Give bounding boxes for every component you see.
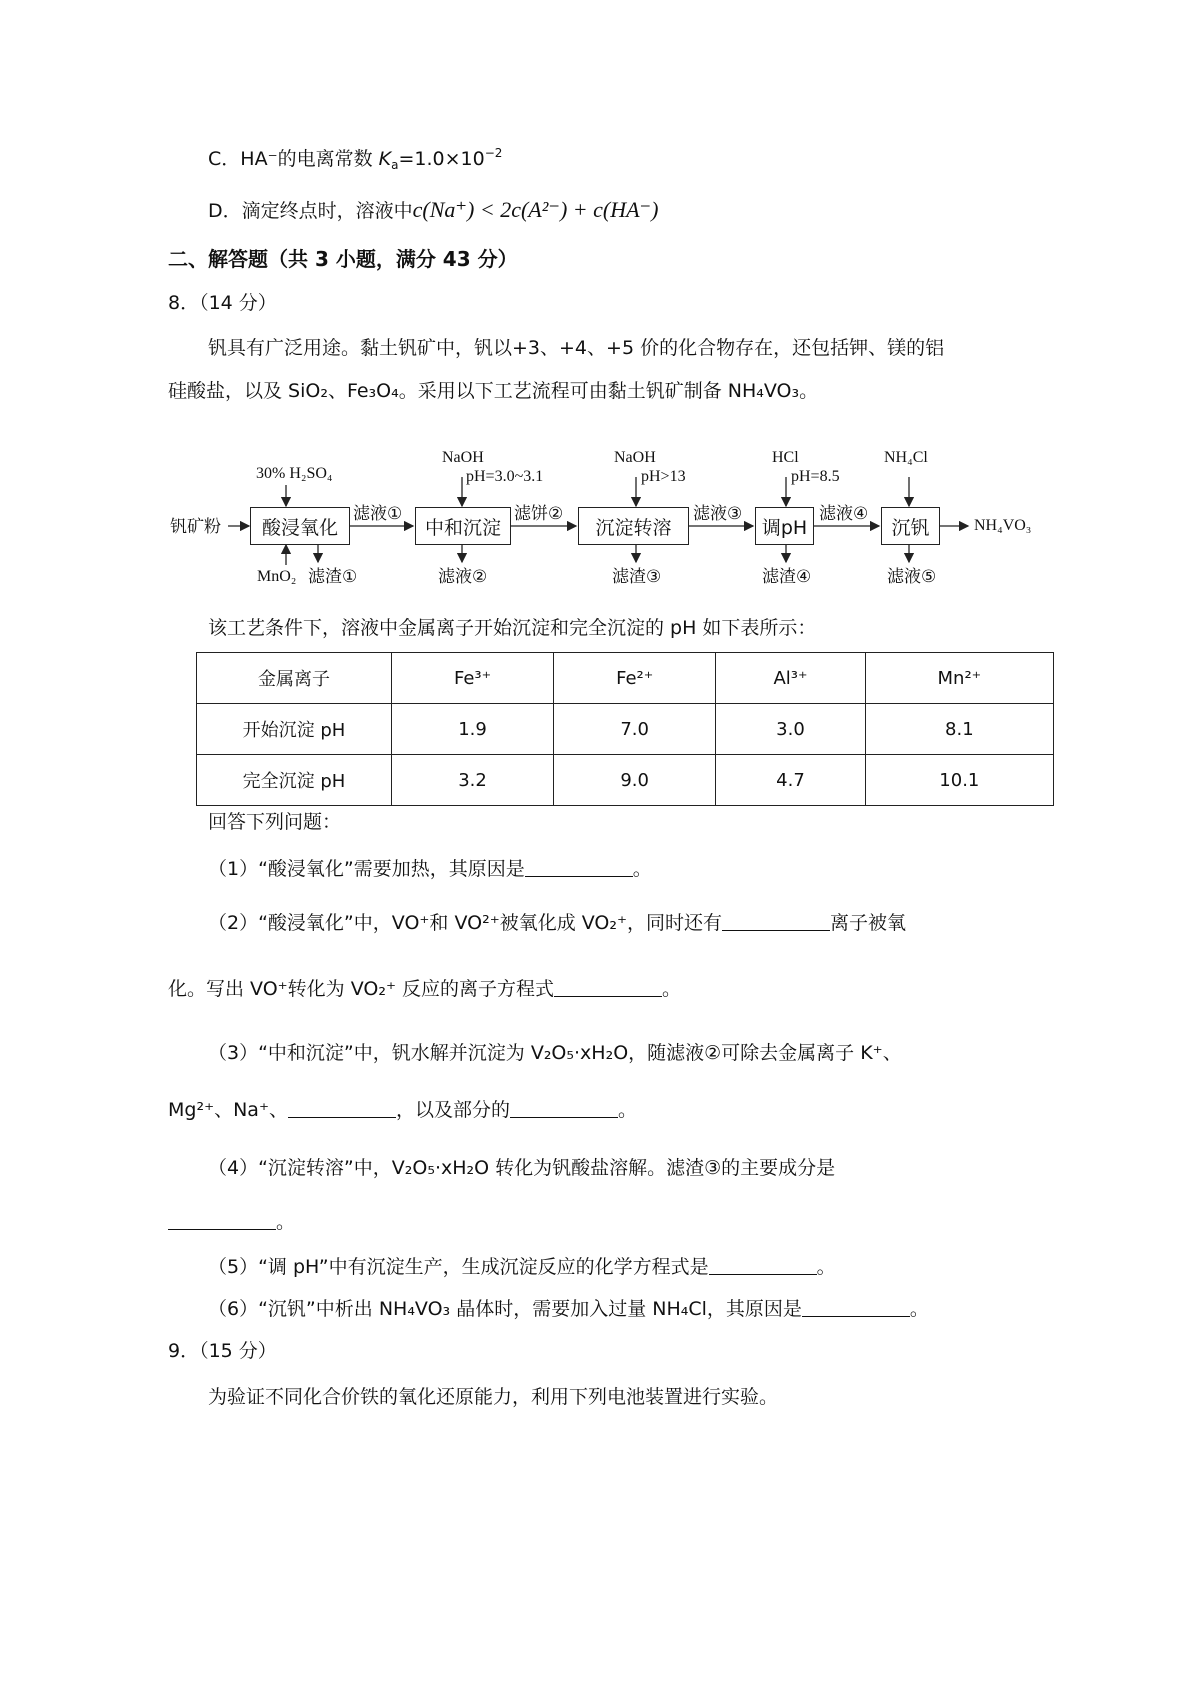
output-residue-3: 滤渣③ bbox=[612, 567, 662, 587]
sub1-text: （1）“酸浸氧化”需要加热，其原因是 bbox=[208, 858, 525, 880]
option-d-formula: c(Na⁺) < 2c(A²⁻) + c(HA⁻) bbox=[412, 197, 659, 222]
option-d bbox=[208, 197, 658, 223]
sub2-text-c: 化。写出 VO⁺转化为 VO₂⁺ 反应的离子方程式 bbox=[168, 978, 555, 1000]
table-cell: 开始沉淀 pH bbox=[197, 704, 392, 755]
table-cell: 3.0 bbox=[716, 704, 865, 755]
q8-intro-1: 钒具有广泛用途。黏土钒矿中，钒以+3、+4、+5 价的化合物存在，还包括钾、镁的铝 bbox=[208, 337, 945, 359]
sub3-end: 。 bbox=[618, 1099, 638, 1121]
reagent-ph-1: pH=3.0~3.1 bbox=[466, 468, 544, 485]
answer-prompt: 回答下列问题： bbox=[208, 811, 342, 833]
reagent-mno2: MnO₂ bbox=[257, 568, 297, 585]
reagent-naoh-1: NaOH bbox=[442, 449, 484, 466]
q8-intro-2: 硅酸盐，以及 SiO₂、Fe₃O₄。采用以下工艺流程可由黏土钒矿制备 NH₄VO₃。 bbox=[168, 380, 819, 402]
table-cell: 完全沉淀 pH bbox=[197, 755, 392, 806]
sub-question-3a: （3）“中和沉淀”中，钒水解并沉淀为 V₂O₅·xH₂O，随滤液②可除去金属离子 K⁺、 bbox=[208, 1042, 902, 1064]
answer-blank-3a[interactable] bbox=[288, 1099, 396, 1118]
reagent-ph-3: pH=8.5 bbox=[791, 468, 840, 485]
table-header: Mn²⁺ bbox=[865, 653, 1053, 704]
answer-blank-3b[interactable] bbox=[510, 1099, 618, 1118]
sub-question-6 bbox=[208, 1298, 929, 1321]
sub3-text-c: ，以及部分的 bbox=[395, 1099, 510, 1121]
option-c-exp: −2 bbox=[484, 146, 503, 160]
q9-header bbox=[168, 1340, 277, 1363]
sub3-text-b: Mg²⁺、Na⁺、 bbox=[168, 1099, 288, 1121]
option-c-text: HA⁻的电离常数 bbox=[240, 148, 379, 170]
flow-box-adjust-ph: 调pH bbox=[755, 507, 814, 545]
flow-box-precipitate-v: 沉钒 bbox=[881, 507, 940, 545]
process-flow-diagram bbox=[170, 449, 1126, 595]
answer-blank-2a[interactable] bbox=[722, 912, 830, 931]
output-residue-1: 滤渣① bbox=[308, 567, 358, 587]
answer-blank-4[interactable] bbox=[168, 1211, 276, 1230]
answer-blank-1[interactable] bbox=[525, 858, 633, 877]
output-residue-4: 滤渣④ bbox=[762, 567, 812, 587]
table-header: Fe³⁺ bbox=[392, 653, 554, 704]
table-header: 金属离子 bbox=[197, 653, 392, 704]
reagent-ph-2: pH>13 bbox=[641, 468, 686, 485]
option-c bbox=[208, 148, 502, 171]
table-cell: 1.9 bbox=[392, 704, 554, 755]
sub5-end: 。 bbox=[816, 1256, 836, 1278]
flow-product: NH₄VO₃ bbox=[974, 517, 1032, 534]
sub2-end: 。 bbox=[662, 978, 682, 1000]
table-cell: 4.7 bbox=[716, 755, 865, 806]
table-row bbox=[197, 755, 1054, 806]
q9-score: （15 分） bbox=[199, 1340, 277, 1362]
ph-table bbox=[196, 652, 1054, 806]
reagent-hcl: HCl bbox=[772, 449, 799, 466]
table-header: Al³⁺ bbox=[716, 653, 865, 704]
table-cell: 10.1 bbox=[865, 755, 1053, 806]
sub2-text-b: 离子被氧 bbox=[830, 912, 907, 934]
answer-blank-6[interactable] bbox=[802, 1298, 910, 1317]
option-d-label: D． bbox=[208, 200, 242, 222]
table-cell: 9.0 bbox=[554, 755, 716, 806]
sub-question-4-blank bbox=[168, 1211, 295, 1234]
between-label-1: 滤液① bbox=[353, 504, 403, 524]
sub-question-1 bbox=[208, 858, 652, 881]
q9-number: 9． bbox=[168, 1340, 200, 1362]
sub1-end: 。 bbox=[632, 858, 652, 880]
flow-input: 钒矿粉 bbox=[170, 517, 221, 537]
q8-number: 8． bbox=[168, 292, 200, 314]
answer-blank-2b[interactable] bbox=[554, 978, 662, 997]
section-title: 二、解答题（共 3 小题，满分 43 分） bbox=[168, 247, 518, 271]
sub5-text: （5）“调 pH”中有沉淀生产，生成沉淀反应的化学方程式是 bbox=[208, 1256, 709, 1278]
table-header-row bbox=[197, 653, 1054, 704]
answer-blank-5[interactable] bbox=[709, 1256, 817, 1275]
q8-score: （14 分） bbox=[199, 292, 277, 314]
option-c-value: =1.0×10 bbox=[398, 148, 485, 170]
sub6-text: （6）“沉钒”中析出 NH₄VO₃ 晶体时，需要加入过量 NH₄Cl，其原因是 bbox=[208, 1298, 802, 1320]
option-d-text: 滴定终点时，溶液中 bbox=[241, 200, 413, 222]
table-header: Fe²⁺ bbox=[554, 653, 716, 704]
reagent-h2so4: 30% H₂SO₄ bbox=[256, 465, 333, 482]
between-label-3: 滤液③ bbox=[693, 504, 743, 524]
sub2-text-a: （2）“酸浸氧化”中，VO⁺和 VO²⁺被氧化成 VO₂⁺，同时还有 bbox=[208, 912, 723, 934]
output-filtrate-2: 滤液② bbox=[438, 567, 488, 587]
option-c-label: C． bbox=[208, 148, 241, 170]
table-intro: 该工艺条件下，溶液中金属离子开始沉淀和完全沉淀的 pH 如下表所示： bbox=[208, 617, 817, 639]
option-c-k-sub: a bbox=[391, 158, 399, 172]
output-filtrate-5: 滤液⑤ bbox=[887, 567, 937, 587]
sub-question-3b bbox=[168, 1099, 637, 1122]
table-cell: 3.2 bbox=[392, 755, 554, 806]
reagent-naoh-2: NaOH bbox=[614, 449, 656, 466]
option-c-k: K bbox=[378, 148, 392, 170]
reagent-nh4cl: NH₄Cl bbox=[884, 449, 928, 466]
q8-header bbox=[168, 292, 277, 315]
table-cell: 7.0 bbox=[554, 704, 716, 755]
flow-box-neutralize: 中和沉淀 bbox=[415, 507, 511, 545]
q9-intro: 为验证不同化合价铁的氧化还原能力，利用下列电池装置进行实验。 bbox=[208, 1386, 779, 1408]
flow-box-redissolve: 沉淀转溶 bbox=[578, 507, 689, 545]
sub-question-4: （4）“沉淀转溶”中，V₂O₅·xH₂O 转化为钒酸盐溶解。滤渣③的主要成分是 bbox=[208, 1157, 836, 1179]
sub-question-2b bbox=[168, 978, 681, 1001]
table-row bbox=[197, 704, 1054, 755]
sub6-end: 。 bbox=[909, 1298, 929, 1320]
flow-box-acid-leach: 酸浸氧化 bbox=[250, 507, 350, 545]
table-cell: 8.1 bbox=[865, 704, 1053, 755]
between-label-2: 滤饼② bbox=[514, 504, 564, 524]
sub4-end: 。 bbox=[276, 1211, 296, 1233]
sub-question-5 bbox=[208, 1256, 836, 1279]
between-label-4: 滤液④ bbox=[819, 504, 869, 524]
sub-question-2a bbox=[208, 912, 906, 935]
